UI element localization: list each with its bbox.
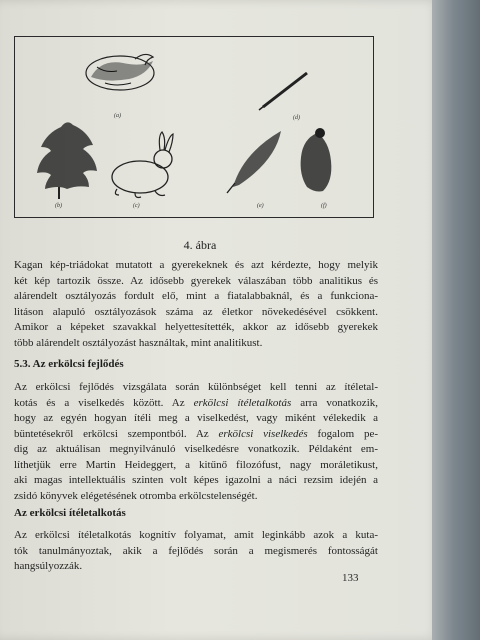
tree-illustration bbox=[37, 122, 97, 199]
figure-label-a: (a) bbox=[114, 113, 121, 119]
text-line: több alárendelt osztályozást használtak, mint analitikust. bbox=[14, 336, 263, 349]
figure-illustrations bbox=[15, 37, 372, 216]
text-line: Kagan kép-triádokat mutatott a gyerekeknek és azt kérdezte, hogy melyik bbox=[14, 259, 378, 271]
section-paragraph bbox=[14, 380, 378, 504]
text-line: hogy az egyén hogyan ítéli meg a viselkedést, vagy miként vélekedik a bbox=[14, 412, 378, 424]
figure-label-e: (e) bbox=[257, 203, 264, 209]
text-line: Az erkölcsi ítéletalkotás kognitív folyamat, amit leginkább azok a kuta- bbox=[14, 529, 378, 541]
text-line: alárendelt osztályozás fordult elő, mint a fiatalabbaknál, és a funkciona- bbox=[14, 290, 378, 302]
page-number: 133 bbox=[342, 572, 359, 584]
text-line: zsidó könyvek elégetésének otromba erkölcstelenségét. bbox=[14, 489, 258, 502]
feather-illustration bbox=[227, 131, 281, 193]
text-line: Amikor a képeket szavakkal helyettesítették, akkor az idősebb gyerekek bbox=[14, 321, 378, 333]
figure-frame bbox=[14, 36, 374, 218]
figure-label-b: (b) bbox=[55, 203, 62, 209]
intro-paragraph bbox=[14, 258, 378, 351]
figure-label-c: (c) bbox=[133, 203, 140, 209]
figure-caption: 4. ábra bbox=[183, 238, 217, 252]
page-edge-shadow bbox=[432, 0, 480, 640]
rabbit-illustration bbox=[112, 132, 173, 198]
text-line: hangsúlyozzák. bbox=[14, 560, 83, 572]
subsection-heading: Az erkölcsi ítéletalkotás bbox=[14, 507, 126, 519]
text-line: litáson alapuló osztályozások száma az életkor növekedésével csökkent. bbox=[14, 305, 378, 318]
text-line: Az erkölcsi fejlődés vizsgálata során különbséget kell tenni az ítéletal- bbox=[14, 381, 378, 393]
eagle-illustration bbox=[301, 128, 332, 192]
term-moral-behaviour: erkölcsi viselkedés bbox=[218, 427, 308, 440]
pen-illustration bbox=[259, 73, 307, 110]
text-line: tók tanulmányoztak, akik a fejlődés során a megismerés fontosságát bbox=[14, 544, 378, 557]
subsection-paragraph bbox=[14, 528, 378, 575]
text-line: büntetésekről erkölcsi szempontból. Az erkölcsi viselkedés fogalom pe- bbox=[14, 427, 379, 440]
text-line: kotás és a viselkedés között. Az erkölcsi ítéletalkotás arra vonatkozik, bbox=[14, 396, 378, 409]
text-line: líthetjük erre Martin Heideggert, a kitűnő filozófust, nagy moráletikust, bbox=[14, 458, 378, 471]
text-line: dig az aktuálisan megnyilvánuló viselkedésre vonatkozik. Példaként em- bbox=[14, 443, 378, 455]
section-heading: 5.3. Az erkölcsi fejlődés bbox=[14, 358, 124, 370]
text-line: két kép tartozik össze. Az idősebb gyerekek válaszában több analitikus és bbox=[14, 274, 378, 287]
term-moral-judgement: erkölcsi ítéletalkotás bbox=[193, 396, 292, 409]
bird-illustration bbox=[86, 54, 154, 90]
figure-label-f: (f) bbox=[321, 203, 327, 209]
figure-label-d: (d) bbox=[293, 115, 300, 121]
text-line: aki magas intellektuális szinten volt képes igazolni a náci rezsim idején a bbox=[14, 474, 378, 486]
